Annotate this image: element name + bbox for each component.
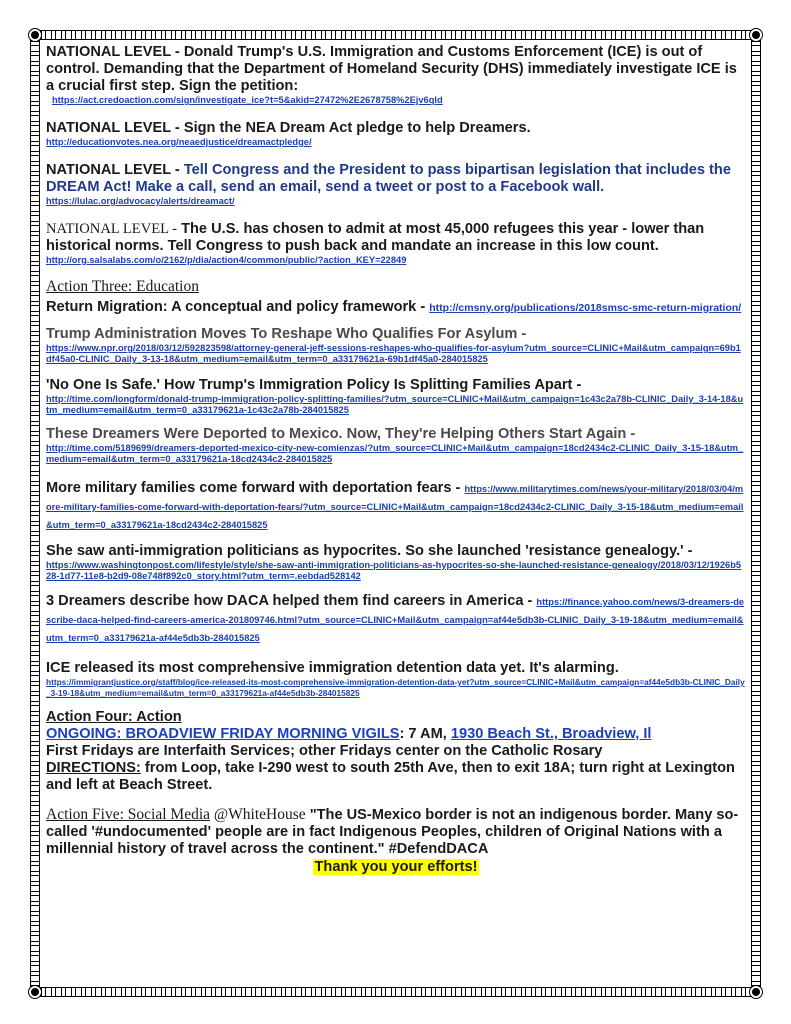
article-title: 'No One Is Safe.' How Trump's Immigration Policy Is Splitting Families Apart -	[46, 377, 582, 393]
article-item	[46, 326, 746, 365]
border-left	[30, 30, 40, 997]
article-link[interactable]: https://www.militarytimes.com/news/your-military/2018/03/04/more-military-families-come-forward-with-deportation-fears/?utm_source=CLINIC+Mail&utm_campaign=18cd2434c2-CLINIC_Daily_3-15-18&utm_medium=email&utm_term=0_a33179621a-18cd2434c2-284015825	[46, 484, 744, 530]
article-item	[46, 377, 746, 416]
directions-label: DIRECTIONS:	[46, 760, 141, 776]
national-item-4	[46, 221, 746, 266]
vigil-address-link[interactable]: 1930 Beach St., Broadview, Il	[450, 726, 652, 742]
vigil-note: First Fridays are Interfaith Services; other Fridays center on the Catholic Rosary	[46, 743, 603, 759]
article-title: These Dreamers Were Deported to Mexico. Now, They're Helping Others Start Again -	[46, 426, 636, 442]
border-top	[30, 30, 761, 40]
document-body	[46, 44, 746, 876]
article-title: She saw anti-immigration politicians as hypocrites. So she launched 'resistance genealogy.' -	[46, 543, 693, 559]
article-item	[46, 660, 746, 699]
lulac-link[interactable]: https://lulac.org/advocacy/alerts/dreamact/	[46, 196, 235, 206]
return-migration-item	[46, 298, 746, 316]
vigil-time: : 7 AM,	[399, 726, 451, 742]
article-link[interactable]: http://time.com/longform/donald-trump-immigration-policy-splitting-families/?utm_source=CLINIC+Mail&utm_campaign=1c43c2a78b-CLINIC_Daily_3-14-18&utm_medium=email&utm_term=0_a33179621a-1c43c2a78b-284015825	[46, 394, 744, 415]
action-five-block	[46, 806, 746, 858]
vigil-line	[46, 726, 746, 743]
article-link[interactable]: https://www.npr.org/2018/03/12/592823598/attorney-general-jeff-sessions-reshapes-who-qualifies-for-asylum?utm_source=CLINIC+Mail&utm_campaign=69b1df45a0-CLINIC_Daily_3-13-18&utm_medium=email&utm_term=0_a33179621a-69b1df45a0-284015825	[46, 343, 741, 364]
national-item-3	[46, 162, 746, 207]
salsalabs-link[interactable]: http://org.salsalabs.com/o/2162/p/dia/action4/common/public/?action_KEY=22849	[46, 255, 407, 265]
item-text: Donald Trump's U.S. Immigration and Customs Enforcement (ICE) is out of control. Demanding that the Department of Homeland Security (DHS) immediately investigate ICE is a crucial first step. Sign the petition:	[46, 44, 737, 94]
article-title: Trump Administration Moves To Reshape Who Qualifies For Asylum -	[46, 326, 527, 342]
action-four-heading: Action Four: Action	[46, 709, 182, 725]
item-text: Tell Congress and the President to pass bipartisan legislation that includes the DREAM Act! Make a call, send an email, send a tweet or post to a Facebook wall.	[46, 162, 731, 195]
petition-link[interactable]: https://act.credoaction.com/sign/investigate_ice?t=5&akid=27472%2E2678758%2Ejv6qld	[52, 95, 443, 105]
nea-pledge-link[interactable]: http://educationvotes.nea.org/neaedjustice/dreamactpledge/	[46, 137, 312, 147]
return-migration-title: Return Migration: A conceptual and policy framework -	[46, 299, 430, 315]
item-text: Sign the NEA Dream Act pledge to help Dreamers.	[179, 120, 531, 136]
action-three-heading: Action Three: Education	[46, 278, 199, 295]
national-item-1	[46, 44, 746, 106]
corner-ornament	[29, 29, 41, 41]
item-lead: NATIONAL LEVEL -	[46, 120, 180, 136]
article-item	[46, 543, 746, 582]
corner-ornament	[750, 986, 762, 998]
article-title: 3 Dreamers describe how DACA helped them find careers in America -	[46, 593, 537, 609]
border-right	[751, 30, 761, 997]
corner-ornament	[750, 29, 762, 41]
article-link[interactable]: https://immigrantjustice.org/staff/blog/ice-released-its-most-comprehensive-immigration-detention-data-yet?utm_source=CLINIC+Mail&utm_campaign=af44e5db3b-CLINIC_Daily_3-19-18&utm_medium=email&utm_term=0_a33179621a-af44e5db3b-284015825	[46, 677, 745, 698]
directions-text: from Loop, take I-290 west to south 25th Ave, then to exit 18A; turn right at Lexington and left at Beach Street.	[46, 760, 735, 793]
item-lead: NATIONAL LEVEL -	[46, 44, 180, 60]
article-title: ICE released its most comprehensive immigration detention data yet. It's alarming.	[46, 660, 619, 676]
article-item	[46, 479, 746, 533]
item-lead: NATIONAL LEVEL -	[46, 162, 180, 178]
action-five-text: "The US-Mexico border is not an indigenous border. Many so-called '#undocumented' people are in fact Indigenous Peoples, children of Original Nations with a millennial history of travel across the continent." #DefendDACA	[46, 807, 739, 857]
corner-ornament	[29, 986, 41, 998]
national-item-2	[46, 120, 746, 148]
item-lead: NATIONAL LEVEL -	[46, 221, 178, 237]
article-link[interactable]: https://finance.yahoo.com/news/3-dreamers-describe-daca-helped-find-careers-america-201809746.html?utm_source=CLINIC+Mail&utm_campaign=af44e5db3b-CLINIC_Daily_3-19-18&utm_medium=email&utm_term=0_a33179621a-af44e5db3b-284015825	[46, 597, 745, 643]
article-title: More military families come forward with deportation fears -	[46, 480, 465, 496]
article-item	[46, 426, 746, 465]
vigil-title[interactable]: ONGOING: BROADVIEW FRIDAY MORNING VIGILS	[46, 726, 400, 742]
directions	[46, 760, 746, 794]
return-migration-link[interactable]: http://cmsny.org/publications/2018smsc-smc-return-migration/	[429, 302, 742, 314]
thank-you-banner: Thank you your efforts!	[314, 859, 478, 875]
item-text: The U.S. has chosen to admit at most 45,000 refugees this year - lower than historical norms. Tell Congress to push back and mandate an increase in this low count.	[46, 221, 705, 254]
article-link[interactable]: http://time.com/5189699/dreamers-deported-mexico-city-new-comienzas/?utm_source=CLINIC+Mail&utm_campaign=18cd2434c2-CLINIC_Daily_3-15-18&utm_medium=email&utm_term=0_a33179621a-18cd2434c2-284015825	[46, 443, 744, 464]
action-five-heading: Action Five: Social Media	[46, 806, 211, 823]
article-item	[46, 592, 746, 646]
whitehouse-handle: @WhiteHouse	[210, 806, 306, 823]
article-link[interactable]: https://www.washingtonpost.com/lifestyle/style/she-saw-anti-immigration-politicians-as-hypocrites-so-she-launched-resistance-genealogy/2018/03/12/1926b528-1d77-11e8-b2d9-08e748f892c0_story.html?utm_term=.eebdad528142	[46, 560, 742, 581]
border-bottom	[30, 987, 761, 997]
thanks-line	[46, 859, 746, 876]
